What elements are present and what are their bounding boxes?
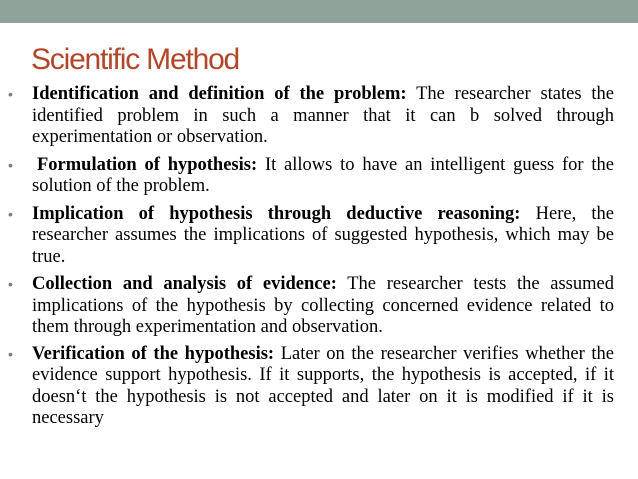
bullet-list	[0, 84, 638, 436]
bullet-text: It allows to have an intelligent guess for the solution of the problem.	[32, 154, 614, 196]
slide-title: Scientific Method	[31, 43, 240, 76]
bullet-text: Here, the researcher assumes the implications of suggested hypothesis, which may be true.	[32, 203, 614, 267]
bullet-term: Collection and analysis of evidence:	[32, 274, 337, 294]
bullet-dot-icon: •	[8, 205, 13, 222]
bullet-formulation	[8, 154, 614, 198]
bullet-text: Later on the researcher verifies whether the evidence support hypothesis. If it supports, the hypothesis is accepted, if it doesn‘t the hypothesis is not accepted and later on it is modified if it is necessary	[32, 343, 614, 428]
bullet-text: The researcher states the identified problem in such a manner that it can b solved through experimentation or observation.	[32, 84, 614, 147]
bullet-term: Implication of hypothesis through deductive reasoning:	[32, 203, 521, 224]
bullet-dot-icon: •	[8, 276, 13, 292]
bullet-implication	[8, 203, 614, 269]
bullet-term: Verification of the hypothesis:	[32, 343, 275, 364]
bullet-term: Formulation of hypothesis:	[37, 154, 258, 175]
bullet-dot-icon: •	[8, 86, 13, 102]
top-accent-bar	[0, 0, 638, 23]
bullet-identification	[8, 84, 614, 149]
bullet-collection	[8, 274, 614, 339]
bullet-text: The researcher tests the assumed implications of the hypothesis by collecting concerned evidence related to them through experimentation and observation.	[32, 274, 614, 337]
bullet-term: Identification and definition of the problem:	[32, 84, 407, 104]
bullet-dot-icon: •	[8, 345, 13, 362]
bullet-dot-icon: •	[8, 156, 13, 173]
bullet-verification	[8, 343, 614, 430]
